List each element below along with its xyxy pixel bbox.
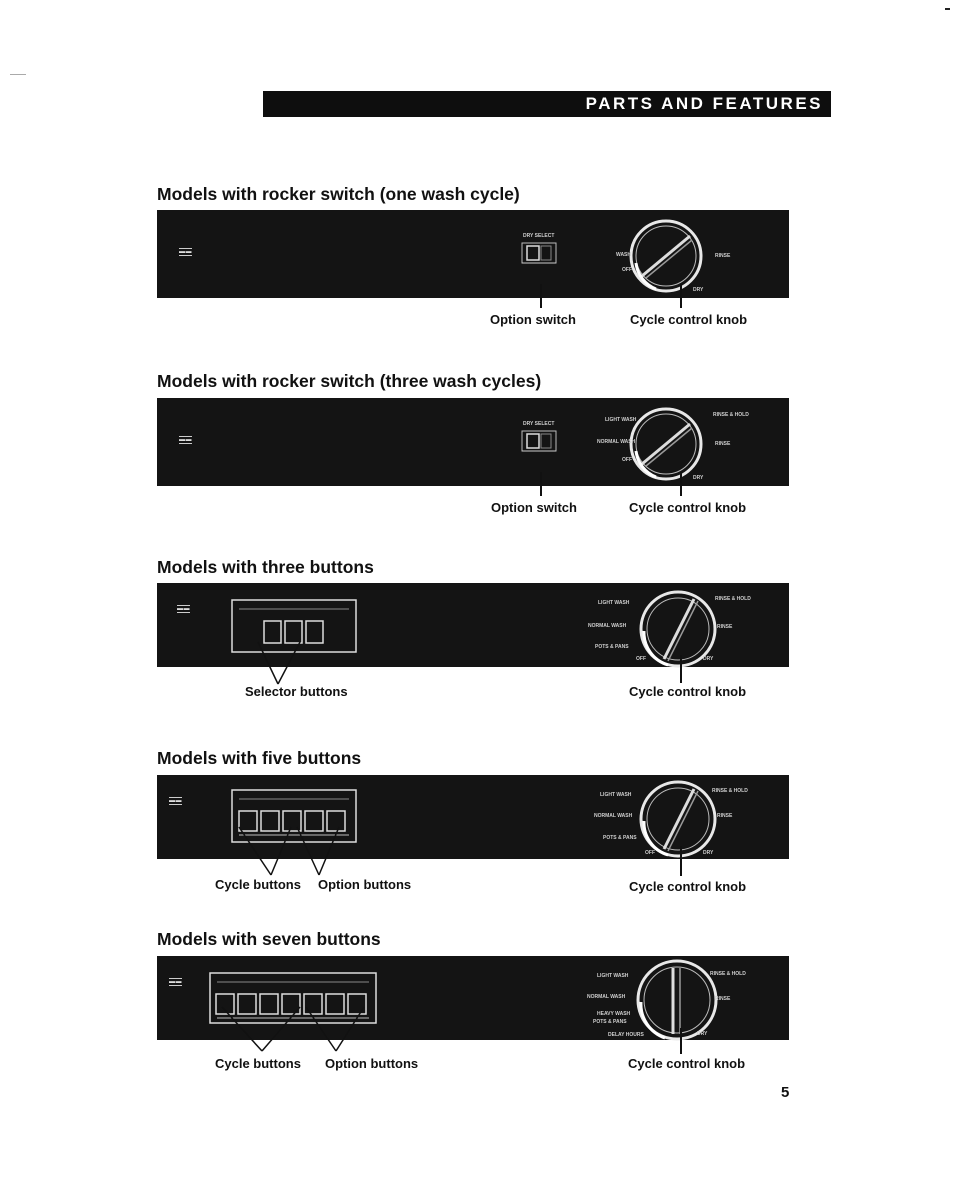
callout-option-buttons: Option buttons [318, 877, 412, 892]
callout-cycle-control-knob: Cycle control knob [629, 684, 747, 699]
callout-selector-buttons: Selector buttons [245, 684, 348, 699]
dry-label: DRY [697, 1031, 708, 1037]
leader-line [680, 846, 682, 876]
callout-cycle-control-knob: Cycle control knob [629, 879, 747, 894]
leader-line [680, 472, 682, 496]
rinse-label: RINSE [717, 624, 733, 630]
rinse-hold-label: RINSE & HOLD [713, 412, 749, 418]
leader-lines-seven [218, 1005, 368, 1055]
callout-option-buttons: Option buttons [325, 1056, 419, 1071]
pots-pans-label: POTS & PANS [593, 1019, 627, 1025]
off-label: OFF [622, 267, 632, 273]
normal-wash-label: NORMAL WASH [597, 439, 636, 445]
light-wash-label: LIGHT WASH [600, 792, 632, 798]
control-panel-rocker-three [157, 398, 789, 486]
heading-three-buttons: Models with three buttons [157, 557, 374, 577]
callout-option-switch: Option switch [490, 312, 576, 327]
dry-select-label: DRY SELECT [523, 233, 555, 239]
callout-cycle-control-knob: Cycle control knob [630, 312, 748, 327]
dry-label: DRY [693, 287, 704, 293]
off-label: OFF [622, 457, 632, 463]
leader-line [680, 284, 682, 308]
cycle-control-knob[interactable] [635, 958, 719, 1042]
rocker-switch[interactable] [521, 242, 557, 264]
callout-option-switch: Option switch [491, 500, 577, 515]
normal-wash-label: NORMAL WASH [587, 994, 626, 1000]
scan-mark [945, 8, 950, 10]
scan-mark [10, 74, 26, 75]
light-wash-label: LIGHT WASH [597, 973, 629, 979]
rinse-hold-label: RINSE & HOLD [712, 788, 748, 794]
cycle-control-knob[interactable] [628, 218, 704, 294]
light-wash-label: LIGHT WASH [598, 600, 630, 606]
brand-logo: ▬▬ [169, 798, 182, 804]
pots-pans-label: POTS & PANS [603, 835, 637, 841]
rinse-label: RINSE [715, 441, 731, 447]
dry-label: DRY [693, 475, 704, 481]
callout-cycle-buttons: Cycle buttons [215, 877, 301, 892]
light-wash-label: LIGHT WASH [605, 417, 637, 423]
heading-rocker-one-cycle: Models with rocker switch (one wash cycle) [157, 184, 520, 204]
leader-lines-five [235, 825, 355, 879]
heavy-wash-label: HEAVY WASH [597, 1011, 631, 1017]
wash-label: WASH [616, 252, 631, 258]
pots-pans-label: POTS & PANS [595, 644, 629, 650]
heading-rocker-three-cycles: Models with rocker switch (three wash cycles) [157, 371, 542, 391]
rinse-hold-label: RINSE & HOLD [715, 596, 751, 602]
dry-select-label: DRY SELECT [523, 421, 555, 427]
delay-hours-label: DELAY HOURS [608, 1032, 644, 1038]
leader-line [680, 1028, 682, 1054]
off-label: OFF [636, 656, 646, 662]
dry-label: DRY [703, 656, 714, 662]
cycle-control-knob[interactable] [638, 779, 718, 859]
brand-logo: ▬▬ [179, 437, 192, 443]
section-banner: PARTS AND FEATURES [263, 91, 831, 117]
leader-lines-selector [250, 640, 310, 686]
control-panel-rocker-one [157, 210, 789, 298]
heading-five-buttons: Models with five buttons [157, 748, 362, 768]
rinse-hold-label: RINSE & HOLD [710, 971, 746, 977]
leader-line [680, 655, 682, 683]
brand-logo: ▬▬ [169, 979, 182, 985]
normal-wash-label: NORMAL WASH [588, 623, 627, 629]
leader-line [540, 472, 542, 496]
normal-wash-label: NORMAL WASH [594, 813, 633, 819]
off-label: OFF [645, 850, 655, 856]
brand-logo: ▬▬ [177, 606, 190, 612]
brand-logo: ▬▬ [179, 249, 192, 255]
callout-cycle-control-knob: Cycle control knob [628, 1056, 746, 1071]
page-number: 5 [781, 1084, 790, 1101]
rinse-label: RINSE [715, 996, 731, 1002]
cycle-control-knob[interactable] [628, 406, 704, 482]
rinse-label: RINSE [715, 253, 731, 259]
leader-line [540, 284, 542, 308]
rocker-switch[interactable] [521, 430, 557, 452]
dry-label: DRY [703, 850, 714, 856]
callout-cycle-control-knob: Cycle control knob [629, 500, 747, 515]
callout-cycle-buttons: Cycle buttons [215, 1056, 301, 1071]
rinse-label: RINSE [717, 813, 733, 819]
heading-seven-buttons: Models with seven buttons [157, 929, 381, 949]
